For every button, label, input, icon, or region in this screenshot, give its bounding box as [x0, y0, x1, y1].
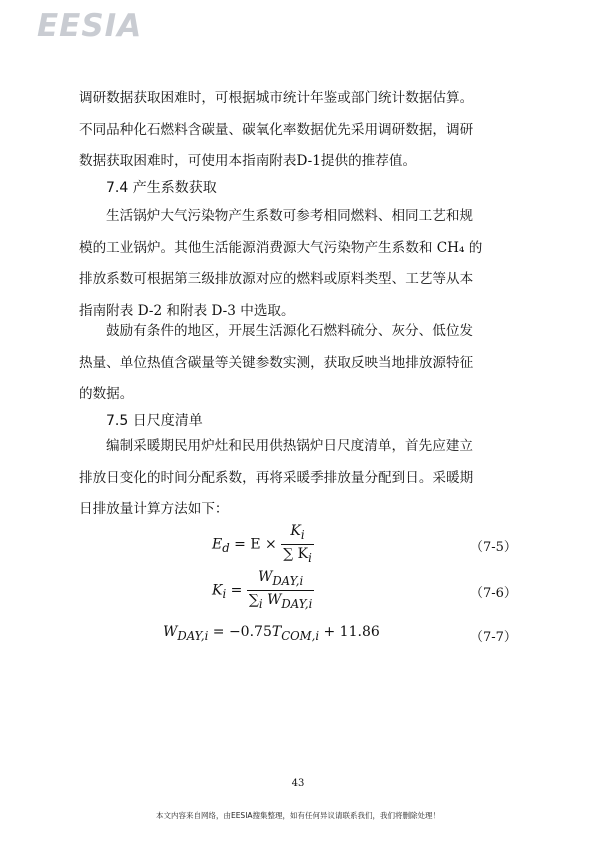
- text-line: 的数据。: [79, 386, 134, 402]
- section-7-4-paragraph-1: [79, 201, 519, 327]
- eq-symbol: W: [163, 624, 178, 640]
- eq-operator: + 11.86: [323, 624, 380, 640]
- eq-symbol: T: [271, 624, 282, 640]
- eq-symbol: ∑: [248, 591, 259, 608]
- text-line: 排放系数可根据第三级排放源对应的燃料或原料类型、工艺等从本: [79, 271, 474, 287]
- eq-symbol: ∑ K: [283, 545, 309, 562]
- intro-paragraph: [79, 83, 519, 178]
- fraction: [281, 522, 314, 567]
- text-line: 指南附表 D-2 和附表 D-3 中选取。: [79, 302, 295, 319]
- eq-symbol: W: [257, 569, 273, 585]
- text-line: 鼓励有条件的地区，开展生活源化石燃料硫分、灰分、低位发: [106, 323, 474, 339]
- text-line: 排放日变化的时间分配系数，再将采暖季排放量分配到日。采暖期: [79, 469, 474, 486]
- eq-subscript: d: [222, 541, 230, 556]
- fraction: [247, 568, 315, 613]
- section-heading-7-4: 7.4 产生系数获取: [106, 180, 217, 196]
- eq-operator: = E ×: [234, 536, 277, 553]
- equation-number: （7-5）: [470, 540, 517, 555]
- text-line: 生活锅炉大气污染物产生系数可参考相同燃料、相同工艺和规: [106, 208, 474, 224]
- text-line: 数据获取困难时，可使用本指南附表D-1提供的推荐值。: [79, 153, 417, 169]
- eq-subscript: i: [300, 527, 305, 542]
- eq-subscript: COM,i: [281, 628, 320, 643]
- eq-subscript: DAY,i: [272, 573, 304, 588]
- section-7-4-paragraph-2: [79, 316, 519, 411]
- section-heading-7-5: 7.5 日尺度清单: [106, 413, 203, 429]
- footer-disclaimer: 本文内容来自网络，由EESIA搜集整理，如有任何异议请联系我们，我们将删除处理！: [155, 811, 441, 820]
- eq-symbol: W: [267, 591, 282, 608]
- text-line: 调研数据获取困难时，可根据城市统计年鉴或部门统计数据估算。: [79, 90, 474, 106]
- equation-7-5: [212, 522, 314, 567]
- equation-number: （7-7）: [470, 630, 517, 645]
- eq-symbol: K: [212, 582, 223, 599]
- eq-symbol: E: [212, 536, 223, 553]
- eq-operator: =: [230, 582, 243, 599]
- eq-subscript: DAY,i: [281, 596, 313, 611]
- eq-subscript: i: [308, 550, 312, 565]
- text-line: 编制采暖期民用炉灶和民用供热锅炉日尺度清单，首先应建立: [106, 438, 474, 454]
- eesia-logo: EESIA: [37, 8, 143, 44]
- equation-7-7: [163, 624, 380, 643]
- eq-subscript: DAY,i: [177, 628, 209, 643]
- equation-7-6: [212, 568, 314, 613]
- page-number: 43: [291, 778, 305, 789]
- eq-operator: = −0.75: [212, 624, 272, 640]
- text-line: 日排放量计算方法如下：: [79, 501, 229, 517]
- equation-number: （7-6）: [470, 586, 517, 601]
- text-line: 热量、单位热值含碳量等关键参数实测，获取反映当地排放源特征: [79, 354, 474, 371]
- text-line: 不同品种化石燃料含碳量、碳氧化率数据优先采用调研数据，调研: [79, 121, 474, 138]
- eq-subscript: i: [258, 596, 263, 611]
- section-7-5-paragraph: [79, 431, 519, 526]
- text-line: 模的工业锅炉。其他生活能源消费源大气污染物产生系数和 CH₄ 的: [79, 239, 483, 256]
- eq-symbol: K: [290, 523, 301, 539]
- eq-subscript: i: [222, 587, 227, 602]
